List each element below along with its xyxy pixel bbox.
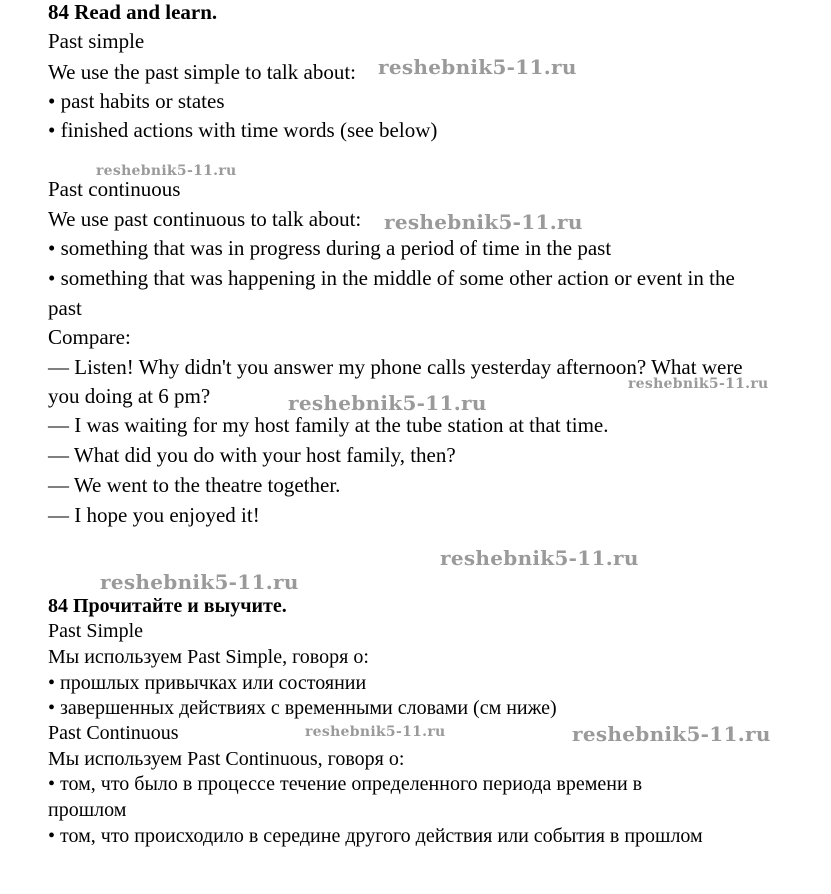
past-continuous-intro: We use past continuous to talk about:	[48, 207, 362, 231]
past-continuous-intro-ru: Мы используем Past Continuous, говоря о:	[48, 748, 405, 770]
dialogue-line: — We went to the theatre together.	[48, 473, 341, 497]
watermark: reshebnik5-11.ru	[305, 724, 446, 740]
list-item: • something that was in progress during a period of time in the past	[48, 236, 612, 260]
list-item: • том, что было в процессе течение определенного периода времени в	[48, 773, 643, 795]
past-simple-title: Past simple	[48, 29, 145, 53]
list-item: • finished actions with time words (see below)	[48, 118, 438, 142]
watermark: reshebnik5-11.ru	[384, 210, 583, 234]
dialogue-line: — I was waiting for my host family at the tube station at that time.	[48, 413, 609, 437]
heading-ru: 84 Прочитайте и выучите.	[48, 595, 287, 617]
past-simple-intro-ru: Мы используем Past Simple, говоря о:	[48, 646, 369, 668]
compare-label: Compare:	[48, 325, 131, 349]
list-item: • past habits or states	[48, 89, 225, 113]
watermark: reshebnik5-11.ru	[96, 163, 237, 179]
list-item-continuation: past	[48, 296, 82, 320]
past-simple-title-ru: Past Simple	[48, 620, 144, 642]
watermark: reshebnik5-11.ru	[572, 722, 771, 746]
list-item: • something that was happening in the middle of some other action or event in the	[48, 266, 735, 290]
dialogue-line: — Listen! Why didn't you answer my phone calls yesterday afternoon? What were	[48, 355, 743, 379]
watermark: reshebnik5-11.ru	[378, 55, 577, 79]
watermark: reshebnik5-11.ru	[440, 546, 639, 570]
watermark: reshebnik5-11.ru	[628, 376, 769, 392]
list-item: • завершенных действиях с временными словами (см ниже)	[48, 697, 557, 719]
past-simple-intro: We use the past simple to talk about:	[48, 60, 356, 84]
past-continuous-title: Past continuous	[48, 177, 181, 201]
dialogue-line: — I hope you enjoyed it!	[48, 503, 260, 527]
watermark: reshebnik5-11.ru	[288, 391, 487, 415]
watermark: reshebnik5-11.ru	[100, 570, 299, 594]
list-item-continuation: прошлом	[48, 799, 127, 821]
past-continuous-title-ru: Past Continuous	[48, 722, 179, 744]
heading-en: 84 Read and learn.	[48, 0, 218, 24]
list-item: • прошлых привычках или состоянии	[48, 672, 367, 694]
list-item: • том, что происходило в середине другого действия или события в прошлом	[48, 825, 703, 847]
dialogue-line: — What did you do with your host family, then?	[48, 443, 456, 467]
dialogue-line: you doing at 6 pm?	[48, 384, 211, 408]
